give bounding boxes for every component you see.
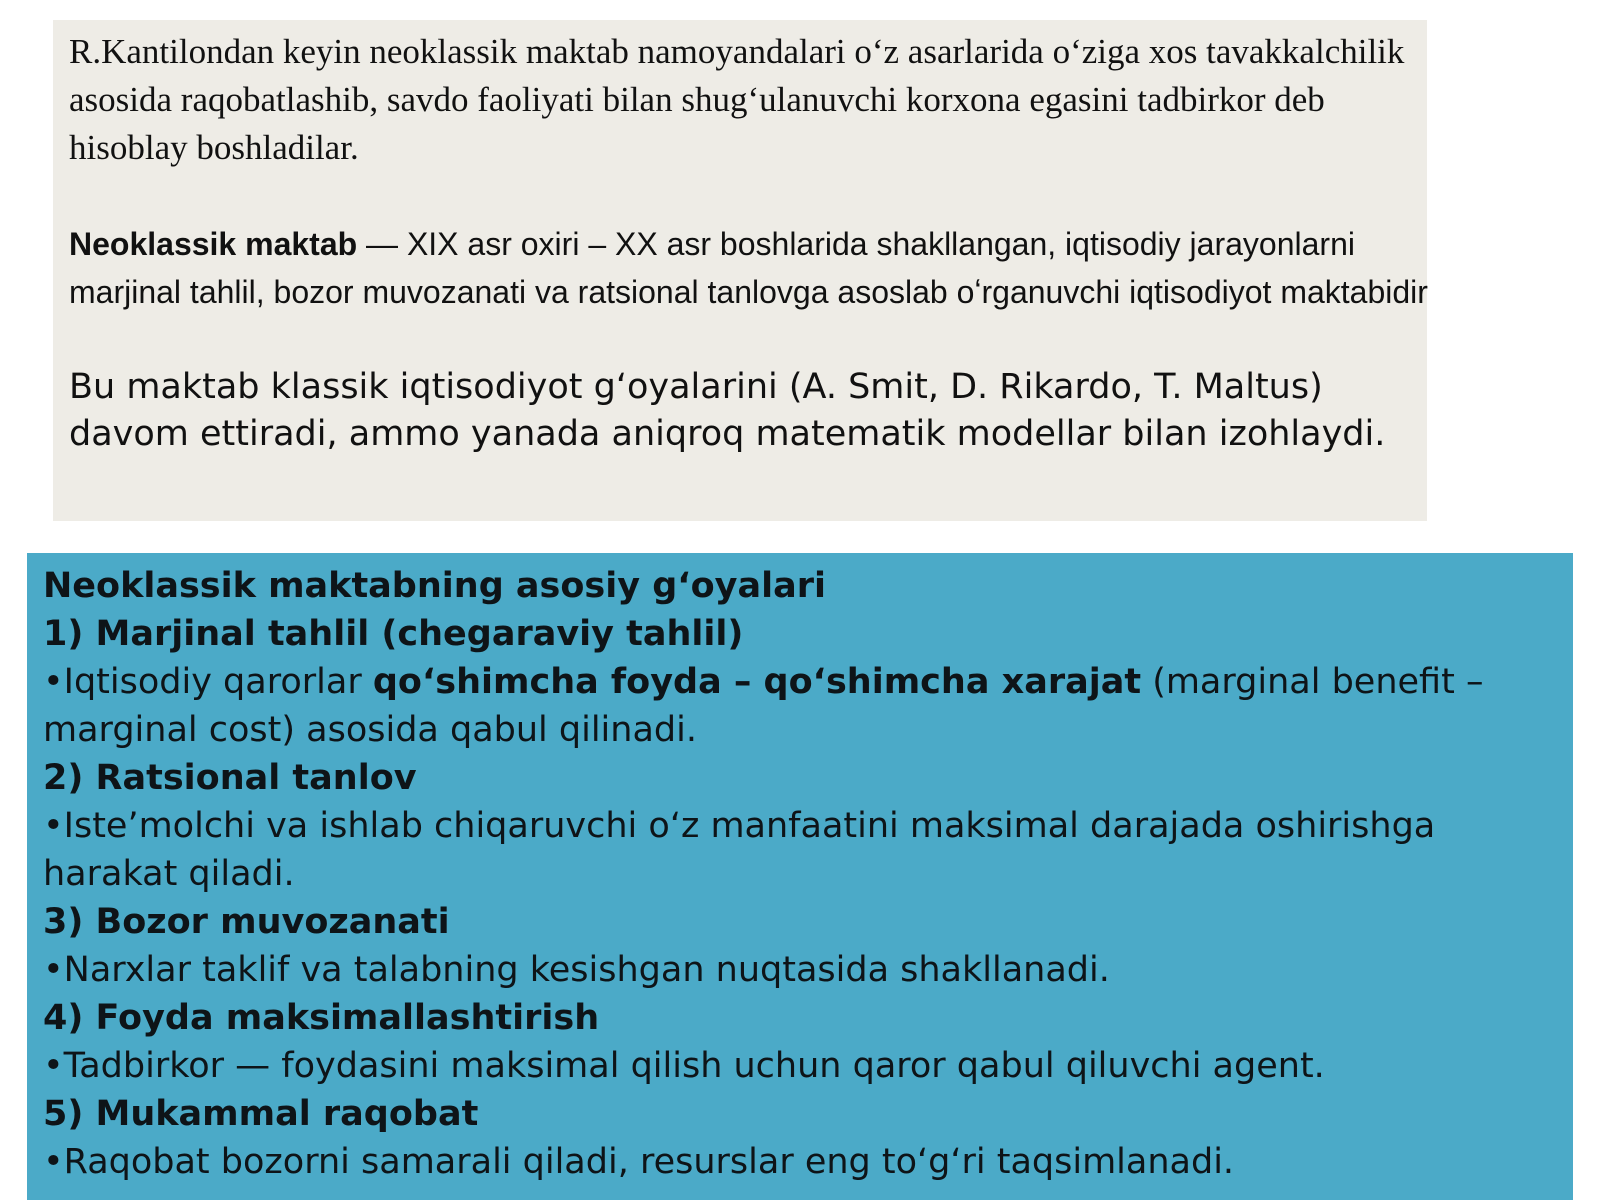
intro-text-block (69, 28, 1429, 458)
idea-heading-5: 5) Mukammal raqobat (43, 1094, 479, 1134)
idea-bullet-2: •Iste’molchi va ishlab chiqaruvchi o‘z manfaatini maksimal darajada oshirishga harakat qiladi. (43, 806, 1436, 894)
idea-heading-4: 4) Foyda maksimallashtirish (43, 998, 600, 1038)
idea-bullet-1-bold: qo‘shimcha foyda – qo‘shimcha xarajat (372, 662, 1142, 702)
idea-bullet-1-pre: •Iqtisodiy qarorlar (43, 662, 373, 702)
definition-paragraph (69, 220, 1429, 316)
definition-term: Neoklassik maktab (69, 226, 358, 262)
idea-bullet-1 (43, 658, 1563, 754)
idea-heading-3: 3) Bozor muvozanati (43, 902, 450, 942)
idea-bullet-4: •Tadbirkor — foydasini maksimal qilish uchun qaror qabul qiluvchi agent. (43, 1046, 1325, 1086)
idea-heading-1: 1) Marjinal tahlil (chegaraviy tahlil) (43, 614, 744, 654)
ideas-text-block (43, 562, 1563, 1186)
definition-text: — XIX asr oxiri – XX asr boshlarida shakllangan, iqtisodiy jarayonlarni marjinal tahlil, bozor muvozanati va ratsional tanlovga asoslab oʻrganuvchi iqtisodiyot maktabidir (69, 226, 1428, 310)
ideas-title: Neoklassik maktabning asosiy g‘oyalari (43, 566, 826, 606)
intro-paragraph: R.Kantilondan keyin neoklassik maktab namoyandalari oʻz asarlarida oʻziga xos tavakkalchilik asosida raqobatlashib, savdo faoliyati bilan shugʻulanuvchi korxona egasini tadbirkor deb hisoblay boshladilar. (69, 32, 1405, 167)
continuation-paragraph: Bu maktab klassik iqtisodiyot g‘oyalarini (A. Smit, D. Rikardo, T. Maltus) davom ettiradi, ammo yanada aniqroq matematik modellar bilan izohlaydi. (69, 367, 1386, 454)
idea-heading-2: 2) Ratsional tanlov (43, 758, 417, 798)
idea-bullet-3: •Narxlar taklif va talabning kesishgan nuqtasida shakllanadi. (43, 950, 1110, 990)
idea-bullet-1-post: (marginal benefit – marginal cost) asosida qabul qilinadi. (43, 662, 1484, 750)
idea-bullet-5: •Raqobat bozorni samarali qiladi, resurslar eng to‘g‘ri taqsimlanadi. (43, 1142, 1235, 1182)
